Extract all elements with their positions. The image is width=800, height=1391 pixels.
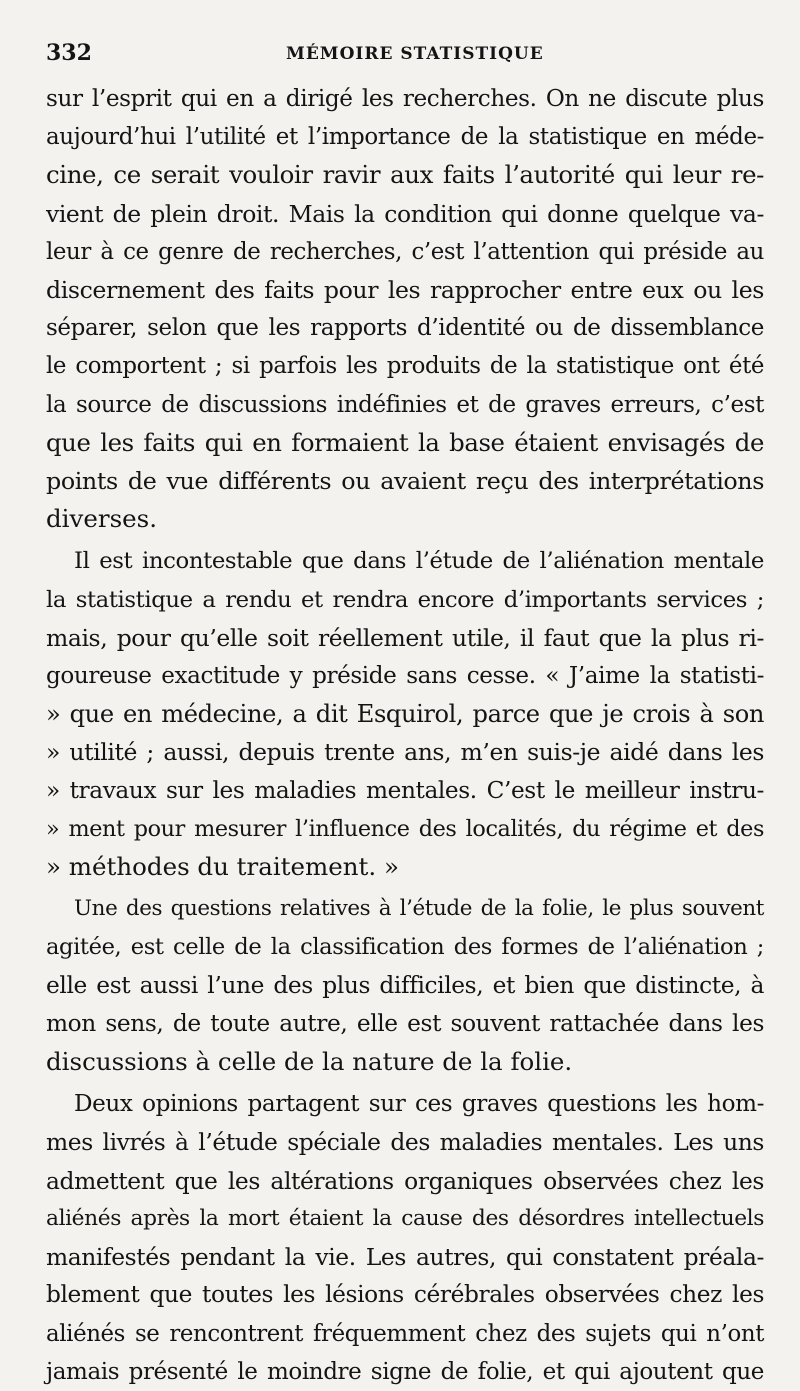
- text-line: aujourd’hui l’utilité et l’importance de la statistique en méde-: [46, 124, 764, 151]
- text-line: Une des questions relatives à l’étude de la folie, le plus souvent: [74, 896, 764, 922]
- text-line: elle est aussi l’une des plus difficiles, et bien que distincte, à: [46, 971, 764, 999]
- text-line: vient de plein droit. Mais la condition qui donne quelque va-: [46, 199, 764, 228]
- text-line: blement que toutes les lésions cérébrales observées chez les: [46, 1281, 764, 1309]
- paragraph: [46, 890, 764, 1081]
- text-line: cine, ce serait vouloir ravir aux faits l’autorité qui leur re-: [46, 160, 764, 190]
- text-line: sur l’esprit qui en a dirigé les recherches. On ne discute plus: [46, 86, 764, 112]
- text-line: que les faits qui en formaient la base étaient envisagés de: [46, 427, 764, 457]
- text-line: aliénés après la mort étaient la cause des désordres intellectuels: [46, 1205, 764, 1231]
- text-line: » méthodes du traitement. »: [46, 852, 399, 882]
- paragraph: [46, 542, 764, 886]
- text-line: » utilité ; aussi, depuis trente ans, m’en suis-je aidé dans les: [46, 738, 764, 767]
- text-line: mon sens, de toute autre, elle est souvent rattachée dans les: [46, 1009, 764, 1037]
- paragraph: [46, 1085, 764, 1391]
- page-number: 332: [46, 40, 92, 66]
- text-line: » que en médecine, a dit Esquirol, parce que je crois à son: [46, 700, 764, 729]
- text-line: la source de discussions indéfinies et de graves erreurs, c’est: [46, 391, 764, 418]
- text-line: mais, pour qu’elle soit réellement utile, il faut que la plus ri-: [46, 623, 764, 652]
- text-line: discussions à celle de la nature de la folie.: [46, 1047, 573, 1077]
- text-line: discernement des faits pour les rapprocher entre eux ou les: [46, 276, 764, 305]
- text-line: la statistique a rendu et rendra encore d’importants services ;: [46, 586, 764, 613]
- text-line: le comportent ; si parfois les produits de la statistique ont été: [46, 353, 764, 380]
- page-header: [46, 40, 764, 80]
- body-text: [46, 80, 764, 1391]
- text-line: points de vue différents ou avaient reçu des interprétations: [46, 467, 764, 496]
- text-line: manifestés pendant la vie. Les autres, qui constatent préala-: [46, 1243, 764, 1272]
- text-line: Il est incontestable que dans l’étude de l’aliénation mentale: [74, 548, 764, 575]
- paragraph: [46, 80, 764, 538]
- text-line: Deux opinions partagent sur ces graves questions les hom-: [74, 1091, 764, 1118]
- text-line: aliénés se rencontrent fréquemment chez des sujets qui n’ont: [46, 1320, 764, 1347]
- running-head: MÉMOIRE STATISTIQUE: [286, 44, 544, 64]
- text-line: agitée, est celle de la classification des formes de l’aliénation ;: [46, 934, 764, 961]
- text-line: » travaux sur les maladies mentales. C’est le meilleur instru-: [46, 776, 764, 804]
- text-line: » ment pour mesurer l’influence des localités, du régime et des: [46, 815, 764, 842]
- text-line: admettent que les altérations organiques observées chez les: [46, 1166, 764, 1195]
- text-line: leur à ce genre de recherches, c’est l’attention qui préside au: [46, 238, 764, 265]
- text-line: jamais présenté le moindre signe de folie, et qui ajoutent que: [46, 1358, 764, 1385]
- text-line: séparer, selon que les rapports d’identité ou de dissemblance: [46, 315, 764, 342]
- text-line: goureuse exactitude y préside sans cesse. « J’aime la statisti-: [46, 663, 764, 690]
- text-line: mes livrés à l’étude spéciale des maladies mentales. Les uns: [46, 1128, 764, 1157]
- text-line: diverses.: [46, 504, 158, 534]
